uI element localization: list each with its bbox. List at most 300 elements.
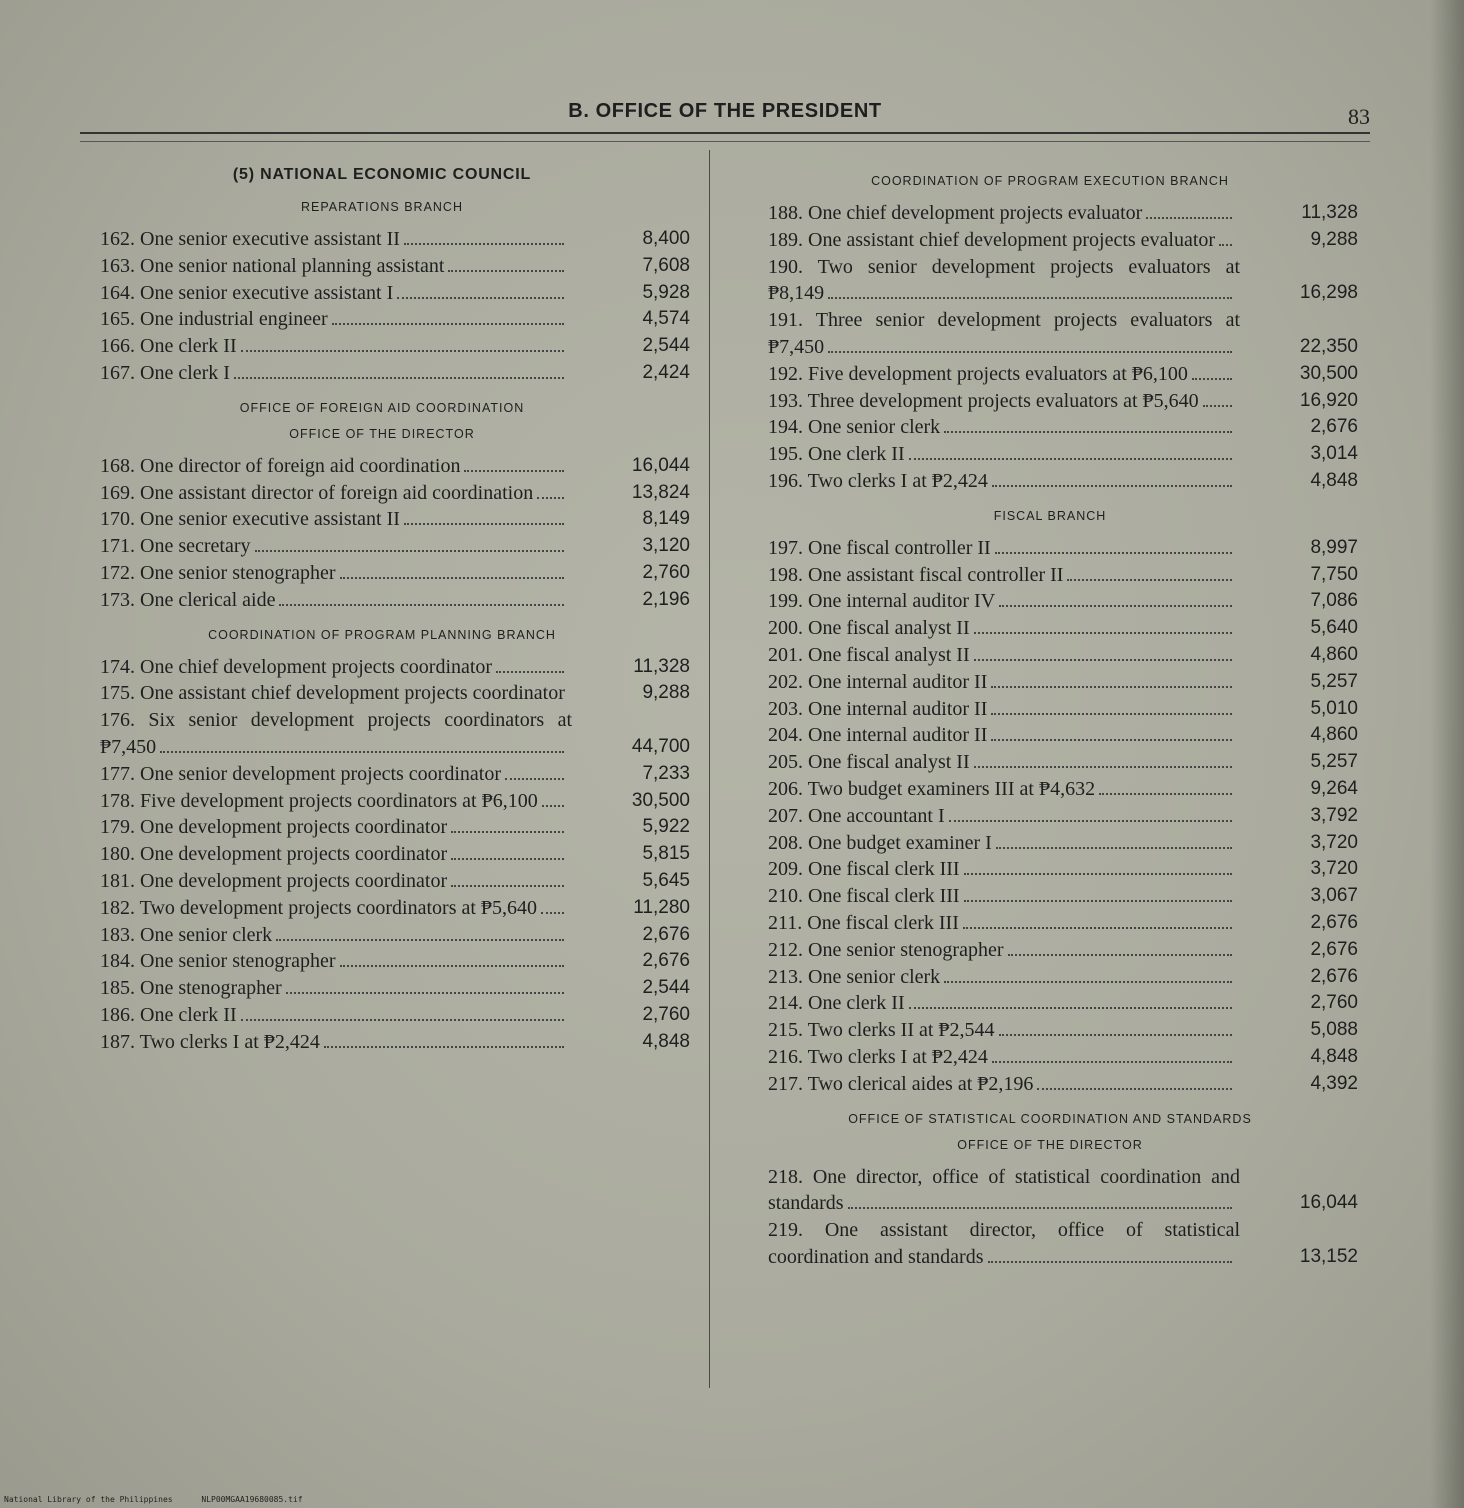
- item-description: [736, 200, 1240, 227]
- item-description: [736, 441, 1240, 468]
- dot-leader: [828, 351, 1232, 353]
- item-number: 183.: [100, 923, 135, 946]
- item-number: 204.: [768, 724, 803, 747]
- item-amount: 4,848: [1310, 469, 1358, 491]
- dot-leader: [1192, 378, 1232, 380]
- dot-leader: [279, 604, 564, 606]
- left-sections: [68, 200, 696, 1056]
- right-sections: [736, 174, 1364, 1271]
- column-divider: [709, 150, 710, 1388]
- dot-leader: [542, 805, 564, 807]
- budget-item: [736, 722, 1364, 749]
- item-number: 167.: [100, 361, 135, 384]
- item-number: 206.: [768, 777, 803, 800]
- item-number: 216.: [768, 1045, 803, 1068]
- item-amount: 8,997: [1310, 536, 1358, 558]
- budget-item: [736, 254, 1364, 308]
- item-text: One development projects coordinator: [140, 843, 448, 866]
- dot-leader: [828, 297, 1232, 299]
- item-description: [68, 680, 572, 707]
- item-description: [68, 895, 572, 922]
- dot-leader: [451, 858, 564, 860]
- dot-leader: [988, 1261, 1233, 1263]
- dot-leader: [241, 350, 564, 352]
- dot-leader: [974, 766, 1232, 768]
- budget-item: [736, 414, 1364, 441]
- item-amount: 5,928: [642, 281, 690, 303]
- budget-item: [736, 990, 1364, 1017]
- item-description: [68, 533, 572, 560]
- item-number: 189.: [768, 228, 803, 251]
- dot-leader: [1203, 405, 1232, 407]
- budget-item: [736, 562, 1364, 589]
- item-number: 219.: [768, 1219, 803, 1242]
- dot-leader: [1008, 954, 1233, 956]
- item-description: [68, 1029, 572, 1056]
- item-number: 212.: [768, 938, 803, 961]
- item-text: Two clerks I at ₱2,424: [139, 1030, 320, 1053]
- budget-item: [68, 360, 696, 387]
- dot-leader: [451, 885, 564, 887]
- item-text: One fiscal analyst II: [808, 751, 970, 774]
- dot-leader: [974, 659, 1232, 661]
- item-amount: 22,350: [1299, 335, 1358, 357]
- item-text: One assistant director, office of statistical coordination and standards: [768, 1219, 1240, 1268]
- item-amount: 30,500: [631, 789, 690, 811]
- item-number: 203.: [768, 697, 803, 720]
- item-amount: 8,400: [642, 228, 690, 249]
- item-amount: 2,760: [642, 1003, 690, 1025]
- item-number: 200.: [768, 617, 803, 640]
- item-text: One chief development projects evaluator: [808, 202, 1143, 224]
- item-amount: 2,544: [642, 977, 690, 999]
- budget-item: [736, 964, 1364, 991]
- item-number: 202.: [768, 670, 803, 693]
- item-number: 205.: [768, 751, 803, 774]
- item-description: [68, 226, 572, 253]
- item-description: [736, 535, 1240, 562]
- item-number: 177.: [100, 762, 135, 785]
- item-description: [736, 1164, 1240, 1218]
- item-text: One senior stenographer: [140, 561, 336, 584]
- budget-item: [736, 642, 1364, 669]
- dot-leader: [496, 671, 564, 673]
- item-description: [736, 937, 1240, 964]
- item-number: 194.: [768, 416, 803, 439]
- item-text: One clerk II: [808, 992, 905, 1015]
- item-text: One fiscal clerk III: [808, 858, 960, 881]
- item-number: 180.: [100, 843, 135, 866]
- item-description: [68, 360, 572, 387]
- item-amount: 13,824: [631, 481, 690, 503]
- item-number: 188.: [768, 202, 803, 224]
- item-text: One senior clerk: [140, 923, 273, 946]
- item-description: [68, 1002, 572, 1029]
- item-number: 214.: [768, 992, 803, 1015]
- item-amount: 5,640: [1310, 617, 1358, 639]
- item-description: [736, 910, 1240, 937]
- item-amount: 8,149: [642, 508, 690, 530]
- budget-item: [736, 535, 1364, 562]
- dot-leader: [991, 686, 1232, 688]
- budget-item: [736, 1017, 1364, 1044]
- dot-leader: [1037, 1088, 1232, 1090]
- item-description: [736, 1071, 1240, 1098]
- section-title: COORDINATION OF PROGRAM PLANNING BRANCH: [208, 627, 556, 642]
- item-description: [68, 788, 572, 815]
- budget-item: [68, 453, 696, 480]
- item-text: One fiscal analyst II: [808, 643, 970, 666]
- item-amount: 5,257: [1310, 751, 1358, 773]
- page-number: 83: [1348, 104, 1370, 129]
- item-amount: 2,196: [642, 588, 690, 610]
- item-text: One internal auditor II: [808, 697, 988, 720]
- item-number: 162.: [100, 228, 135, 250]
- item-amount: 9,288: [1310, 228, 1358, 250]
- item-amount: 3,792: [1310, 804, 1358, 826]
- budget-item: [68, 1002, 696, 1029]
- dot-leader: [160, 751, 564, 753]
- budget-item: [736, 361, 1364, 388]
- item-text: One fiscal controller II: [808, 536, 991, 559]
- item-amount: 7,750: [1310, 563, 1358, 585]
- budget-item: [68, 841, 696, 868]
- item-text: One industrial engineer: [140, 308, 328, 331]
- item-text: One assistant director of foreign aid coordination: [140, 481, 534, 504]
- dot-leader: [332, 323, 564, 325]
- item-description: [736, 388, 1240, 415]
- item-number: 165.: [100, 308, 135, 331]
- item-amount: 3,720: [1310, 831, 1358, 853]
- budget-item: [68, 868, 696, 895]
- item-number: 163.: [100, 254, 135, 277]
- item-description: [68, 453, 572, 480]
- item-text: Six senior development projects coordinators at ₱7,450: [100, 709, 572, 758]
- item-number: 166.: [100, 335, 135, 358]
- item-amount: 5,815: [642, 843, 690, 865]
- item-description: [736, 254, 1240, 308]
- item-description: [736, 1044, 1240, 1071]
- item-number: 215.: [768, 1019, 803, 1042]
- dot-leader: [464, 470, 564, 472]
- budget-item: [736, 883, 1364, 910]
- section-title: FISCAL BRANCH: [993, 508, 1107, 523]
- item-number: 182.: [100, 896, 135, 919]
- budget-item: [736, 468, 1364, 495]
- item-text: One clerk II: [808, 443, 905, 466]
- dot-leader: [944, 431, 1232, 433]
- page-header: [80, 100, 1370, 130]
- item-text: One development projects coordinator: [140, 869, 448, 892]
- item-description: [736, 669, 1240, 696]
- dot-leader: [999, 1034, 1232, 1036]
- dot-leader: [964, 900, 1232, 902]
- item-description: [68, 333, 572, 360]
- item-text: One chief development projects coordinator: [140, 655, 493, 678]
- item-text: One senior stenographer: [140, 950, 336, 973]
- item-amount: 11,280: [633, 896, 690, 918]
- budget-item: [736, 388, 1364, 415]
- budget-item: [736, 696, 1364, 723]
- item-amount: 2,676: [642, 950, 690, 972]
- budget-item: [68, 506, 696, 533]
- item-amount: 2,544: [642, 335, 690, 357]
- section-subtitle: OFFICE OF THE DIRECTOR: [289, 426, 475, 441]
- item-description: [68, 922, 572, 949]
- item-number: 181.: [100, 869, 135, 892]
- budget-item: [736, 307, 1364, 361]
- item-description: [68, 560, 572, 587]
- dot-leader: [995, 552, 1232, 554]
- dot-leader: [992, 485, 1232, 487]
- dot-leader: [234, 377, 564, 379]
- item-number: 211.: [768, 911, 803, 934]
- item-description: [736, 1217, 1240, 1271]
- item-text: One development projects coordinator: [140, 816, 448, 839]
- item-number: 197.: [768, 536, 803, 559]
- budget-item: [736, 910, 1364, 937]
- item-description: [68, 975, 572, 1002]
- item-text: Two budget examiners III at ₱4,632: [807, 777, 1096, 800]
- item-description: [736, 883, 1240, 910]
- budget-item: [68, 280, 696, 307]
- dot-leader: [848, 1207, 1232, 1209]
- item-text: One stenographer: [140, 977, 282, 1000]
- item-number: 217.: [768, 1072, 803, 1095]
- budget-item: [68, 788, 696, 815]
- item-amount: 5,257: [1310, 670, 1358, 692]
- item-amount: 2,676: [1310, 965, 1358, 987]
- budget-item: [68, 922, 696, 949]
- item-amount: 2,760: [1310, 992, 1358, 1014]
- dot-leader: [996, 847, 1232, 849]
- item-number: 186.: [100, 1003, 135, 1026]
- budget-item: [68, 587, 696, 614]
- item-number: 179.: [100, 816, 135, 839]
- item-text: One clerk II: [140, 1003, 237, 1026]
- item-amount: 16,044: [631, 454, 690, 476]
- item-description: [736, 307, 1240, 361]
- footer-file: NLP00MGAA19680085.tif: [201, 1495, 303, 1504]
- dot-leader: [964, 873, 1232, 875]
- item-number: 171.: [100, 535, 135, 558]
- section-title: OFFICE OF FOREIGN AID COORDINATION: [239, 400, 525, 415]
- item-text: One assistant chief development projects coordinator: [140, 682, 565, 705]
- budget-item: [68, 533, 696, 560]
- item-amount: 5,088: [1310, 1019, 1358, 1041]
- budget-item: [68, 560, 696, 587]
- item-description: [68, 253, 572, 280]
- page-title: B. OFFICE OF THE PRESIDENT: [568, 100, 882, 122]
- budget-item: [68, 654, 696, 681]
- budget-item: [68, 306, 696, 333]
- item-text: One senior executive assistant II: [140, 228, 400, 250]
- budget-item: [736, 1217, 1364, 1271]
- dot-leader: [1219, 244, 1232, 246]
- dot-leader: [992, 1061, 1232, 1063]
- budget-item: [68, 814, 696, 841]
- item-amount: 16,920: [1299, 389, 1358, 411]
- dot-leader: [276, 939, 564, 941]
- item-text: Two clerks II at ₱2,544: [807, 1019, 995, 1042]
- budget-item: [68, 226, 696, 253]
- item-number: 209.: [768, 858, 803, 881]
- item-amount: 9,288: [642, 682, 690, 704]
- item-number: 187.: [100, 1030, 135, 1053]
- item-amount: 13,152: [1299, 1245, 1358, 1267]
- item-number: 213.: [768, 965, 803, 988]
- budget-item: [736, 200, 1364, 227]
- item-description: [68, 587, 572, 614]
- item-amount: 2,424: [642, 361, 690, 383]
- item-description: [736, 722, 1240, 749]
- item-number: 174.: [100, 655, 135, 678]
- item-number: 201.: [768, 643, 803, 666]
- item-text: Three development projects evaluators at ₱5,640: [807, 389, 1199, 412]
- dot-leader: [949, 820, 1232, 822]
- budget-item: [68, 895, 696, 922]
- item-amount: 5,922: [642, 816, 690, 838]
- item-description: [736, 830, 1240, 857]
- budget-item: [68, 1029, 696, 1056]
- item-text: One assistant chief development projects evaluator: [808, 228, 1216, 251]
- item-description: [736, 990, 1240, 1017]
- item-number: 196.: [768, 469, 803, 492]
- item-description: [736, 615, 1240, 642]
- item-amount: 3,720: [1310, 858, 1358, 880]
- item-amount: 7,608: [642, 254, 690, 276]
- item-number: 195.: [768, 443, 803, 466]
- dot-leader: [451, 831, 564, 833]
- item-number: 185.: [100, 977, 135, 1000]
- item-amount: 4,848: [642, 1030, 690, 1052]
- item-text: One fiscal clerk III: [808, 885, 960, 908]
- item-number: 184.: [100, 950, 135, 973]
- item-text: Five development projects evaluators at ₱6,100: [808, 362, 1188, 385]
- item-amount: 2,676: [642, 923, 690, 945]
- item-amount: 16,298: [1299, 282, 1358, 304]
- item-description: [736, 414, 1240, 441]
- item-description: [68, 948, 572, 975]
- budget-item: [68, 761, 696, 788]
- header-rule: [80, 132, 1370, 134]
- footer-library: National Library of the Philippines: [4, 1495, 173, 1504]
- item-number: 168.: [100, 454, 135, 477]
- item-text: One fiscal clerk III: [807, 911, 959, 934]
- dot-leader: [1146, 217, 1232, 219]
- item-text: One senior clerk: [808, 965, 941, 988]
- section-title: OFFICE OF STATISTICAL COORDINATION AND STANDARDS: [848, 1111, 1252, 1126]
- item-text: Two clerks I at ₱2,424: [807, 1045, 988, 1068]
- budget-item: [736, 803, 1364, 830]
- item-description: [68, 868, 572, 895]
- item-number: 192.: [768, 362, 803, 385]
- item-amount: 4,392: [1310, 1072, 1358, 1094]
- item-amount: 3,014: [1310, 443, 1358, 465]
- item-description: [736, 468, 1240, 495]
- item-description: [736, 696, 1240, 723]
- page-spine-shadow: [1430, 0, 1464, 1508]
- item-description: [736, 642, 1240, 669]
- item-amount: 7,233: [642, 762, 690, 784]
- item-description: [68, 761, 572, 788]
- budget-item: [736, 227, 1364, 254]
- item-number: 172.: [100, 561, 135, 584]
- item-amount: 2,676: [1310, 416, 1358, 438]
- item-number: 199.: [768, 590, 803, 613]
- section-title: REPARATIONS BRANCH: [300, 200, 463, 214]
- dot-leader: [974, 632, 1232, 634]
- budget-item: [68, 707, 696, 761]
- item-amount: 2,760: [642, 561, 690, 583]
- budget-item: [736, 937, 1364, 964]
- item-amount: 3,067: [1310, 885, 1358, 907]
- dot-leader: [404, 523, 564, 525]
- item-description: [736, 588, 1240, 615]
- item-description: [68, 280, 572, 307]
- item-text: One director of foreign aid coordination: [140, 454, 461, 477]
- item-text: One senior national planning assistant: [140, 254, 445, 277]
- item-text: Three senior development projects evaluators at ₱7,450: [768, 309, 1240, 358]
- dot-leader: [991, 739, 1232, 741]
- item-text: One fiscal analyst II: [808, 617, 970, 640]
- budget-item: [736, 669, 1364, 696]
- item-amount: 30,500: [1299, 362, 1358, 384]
- item-description: [736, 964, 1240, 991]
- item-amount: 11,328: [1301, 202, 1358, 223]
- item-text: One clerical aide: [140, 588, 276, 611]
- item-number: 164.: [100, 281, 135, 304]
- item-number: 210.: [768, 885, 803, 908]
- item-description: [68, 306, 572, 333]
- dot-leader: [991, 713, 1232, 715]
- item-number: 170.: [100, 508, 135, 531]
- item-description: [68, 707, 572, 761]
- item-text: One internal auditor IV: [808, 590, 996, 613]
- budget-item: [736, 749, 1364, 776]
- item-description: [736, 562, 1240, 589]
- item-amount: 16,044: [1299, 1192, 1358, 1214]
- budget-item: [736, 776, 1364, 803]
- council-title: (5) NATIONAL ECONOMIC COUNCIL: [232, 166, 532, 183]
- item-number: 175.: [100, 682, 135, 705]
- item-text: Two development projects coordinators at ₱5,640: [139, 896, 538, 919]
- item-text: Two senior development projects evaluators at ₱8,149: [768, 255, 1241, 305]
- item-amount: 4,860: [1310, 724, 1358, 746]
- budget-item: [736, 615, 1364, 642]
- item-description: [736, 227, 1240, 254]
- item-description: [68, 506, 572, 533]
- dot-leader: [340, 577, 565, 579]
- header-rule-thin: [80, 141, 1370, 142]
- item-amount: 5,010: [1310, 697, 1358, 719]
- item-amount: 3,120: [642, 535, 690, 557]
- item-number: 190.: [768, 255, 803, 278]
- left-column: [68, 160, 696, 1056]
- item-text: One internal auditor II: [808, 670, 988, 693]
- dot-leader: [404, 243, 564, 245]
- budget-item: [68, 680, 696, 707]
- section-subtitle: OFFICE OF THE DIRECTOR: [957, 1137, 1143, 1152]
- item-description: [736, 1017, 1240, 1044]
- item-text: One clerk I: [140, 361, 230, 384]
- dot-leader: [999, 605, 1232, 607]
- item-number: 193.: [768, 389, 803, 412]
- item-text: One director, office of statistical coordination and standards: [768, 1165, 1241, 1215]
- budget-item: [736, 1164, 1364, 1218]
- dot-leader: [505, 778, 564, 780]
- item-description: [68, 841, 572, 868]
